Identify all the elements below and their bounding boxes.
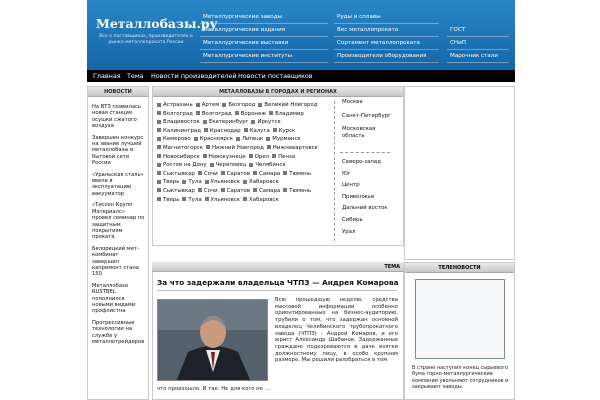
news-panel: [87, 86, 149, 400]
header-link[interactable]: Сортамент металлопроката: [334, 37, 439, 50]
district-link[interactable]: Центр: [342, 182, 360, 189]
region-city-link[interactable]: Мурманск: [272, 136, 301, 143]
bullet-icon: [157, 128, 161, 132]
bullet-icon: [269, 111, 273, 115]
header-links-reference: [334, 11, 439, 63]
article-divider: [157, 290, 397, 291]
region-link[interactable]: Московская область: [342, 126, 376, 139]
bullet-icon: [157, 111, 161, 115]
header-links-metallurgy: [200, 11, 328, 63]
region-row: [157, 135, 332, 144]
bullet-icon: [221, 188, 225, 192]
region-city-link[interactable]: Сочи: [203, 187, 218, 194]
bullet-icon: [253, 188, 257, 192]
region-city-link[interactable]: Воронеж: [240, 110, 267, 117]
bullet-icon: [273, 128, 277, 132]
header-link[interactable]: Металлургические издания: [200, 24, 328, 37]
district-link[interactable]: Дальний восток: [342, 205, 388, 212]
bullet-icon: [157, 188, 161, 192]
region-city-link[interactable]: Орел: [254, 153, 270, 160]
region-row: [157, 118, 332, 127]
region-row: [157, 144, 332, 153]
region-city-link[interactable]: Сочи: [203, 170, 218, 177]
region-city-link[interactable]: Тюмень: [289, 170, 312, 177]
bullet-icon: [205, 180, 209, 184]
header-link[interactable]: СНиП: [447, 37, 509, 50]
news-item[interactable]: «Тиссен Крупп Материалс» провел семинар по защитным покрытиям проката: [92, 202, 145, 241]
article-photo: [157, 299, 268, 381]
bullet-icon: [157, 171, 161, 175]
nav-topic[interactable]: Тема: [127, 72, 144, 80]
region-row: [157, 187, 332, 196]
region-link[interactable]: Санкт-Петербург: [342, 113, 391, 119]
bullet-icon: [157, 137, 161, 141]
header-link[interactable]: Металлургические выставки: [200, 37, 328, 50]
region-city-link[interactable]: Тверь: [163, 179, 180, 186]
region-link[interactable]: Москва: [342, 99, 363, 105]
news-item[interactable]: Прогрессивные технологии на службе у металлотрейдеров: [92, 319, 145, 345]
bullet-icon: [283, 188, 287, 192]
region-row: [157, 101, 332, 110]
bullet-icon: [244, 128, 248, 132]
region-city-link[interactable]: Тюмень: [289, 187, 312, 194]
portrait-image: [158, 300, 268, 381]
region-city-link[interactable]: Самара: [259, 187, 281, 194]
bullet-icon: [157, 145, 161, 149]
bullet-icon: [236, 137, 240, 141]
region-separator: [340, 152, 390, 153]
region-city-link[interactable]: Красноярск: [199, 136, 233, 143]
region-city-link[interactable]: Волгоград: [163, 110, 193, 117]
district-link[interactable]: Сибирь: [342, 216, 363, 223]
region-city-link[interactable]: Кемерово: [163, 136, 191, 143]
header-link[interactable]: Металлургические институты: [200, 50, 328, 63]
region-city-link[interactable]: Калининград: [163, 127, 201, 134]
region-row: [157, 178, 332, 187]
region-row: [157, 196, 332, 205]
bullet-icon: [221, 171, 225, 175]
region-city-grid: [157, 101, 332, 204]
news-item[interactable]: Металлобаза RUSTBEL пополнился новыми видами профлистна: [92, 282, 136, 315]
site-slogan: Все о поставщиках, производителях и рынке металлопроката России: [99, 34, 193, 45]
bullet-icon: [243, 197, 247, 201]
region-city-link[interactable]: Саратов: [226, 170, 251, 177]
bullet-icon: [157, 154, 161, 158]
article-section-label: ТЕМА: [384, 264, 400, 270]
district-link[interactable]: Урал: [342, 228, 356, 235]
region-city-link[interactable]: Великий Новгород: [264, 102, 318, 108]
bullet-icon: [157, 197, 161, 201]
region-city-link[interactable]: Липецк: [241, 136, 264, 143]
district-link[interactable]: Северо-запад: [342, 159, 381, 165]
region-city-link[interactable]: Челябинск: [255, 162, 286, 169]
bullet-icon: [196, 103, 200, 107]
bullet-icon: [203, 154, 207, 158]
region-city-link[interactable]: Пенза: [278, 153, 296, 160]
header-link[interactable]: ГОСТ: [447, 24, 509, 37]
main-nav: [87, 70, 515, 82]
region-city-link[interactable]: Владимир: [275, 110, 304, 117]
header-link[interactable]: Марочник стали: [447, 50, 509, 63]
bullet-icon: [266, 137, 270, 141]
region-city-link[interactable]: Сыктывкар: [163, 170, 195, 177]
bullet-icon: [283, 171, 287, 175]
article-body: Всю прошедшую неделю, средства массовой информации особенно ориентированные на бизнес-аудиторию, трубили о том, что задержан основной владелец Челябинского трубопрокатного завода (ЧТПЗ) - Андрей Комаров, и его юрист Александр Шабанов. Задержанные граждане подозреваются в даче взятки должностному лицу, в особо крупном размере. Мы решили разобраться в том: [275, 297, 398, 364]
site-header: [87, 0, 515, 70]
bullet-icon: [198, 188, 202, 192]
region-city-link[interactable]: Хабаровск: [249, 196, 279, 203]
bullet-icon: [182, 197, 186, 201]
bullet-icon: [157, 103, 161, 107]
region-row: [157, 161, 332, 170]
sidebar-banner: [404, 86, 515, 260]
news-item[interactable]: Завершен конкурс на звание лучшей металлобазы и бытовой сети России: [92, 134, 144, 167]
region-row: [157, 127, 332, 136]
bullet-icon: [204, 128, 208, 132]
regions-heading: МЕТАЛЛОБАЗЫ В ГОРОДАХ И РЕГИОНАХ: [153, 87, 403, 97]
region-city-link[interactable]: Екатеринбург: [208, 119, 249, 126]
tv-news-panel: [404, 262, 515, 400]
region-city-link[interactable]: Ульяновск: [210, 179, 240, 186]
header-link[interactable]: Металлургические заводы: [200, 11, 328, 24]
bullet-icon: [272, 154, 276, 158]
bullet-icon: [157, 120, 161, 124]
region-row: [157, 110, 332, 119]
region-city-link[interactable]: Нижний Новгород: [212, 144, 264, 151]
bullet-icon: [243, 180, 247, 184]
region-city-link[interactable]: Владивосток: [163, 119, 200, 126]
bullet-icon: [235, 111, 239, 115]
header-link[interactable]: Вес металлопроката: [334, 24, 439, 37]
region-city-link[interactable]: Тула: [188, 196, 202, 203]
region-major-cities: [342, 97, 402, 140]
news-item[interactable]: Белорецкий мет-комбинат завершил капремонт стана 150: [92, 245, 139, 278]
region-city-link[interactable]: Хабаровск: [249, 179, 279, 186]
bullet-icon: [157, 180, 161, 184]
region-city-link[interactable]: Самара: [259, 170, 281, 177]
nav-producer-news[interactable]: Новости производителей: [151, 72, 237, 80]
region-city-link[interactable]: Иркутск: [257, 119, 281, 126]
region-city-link[interactable]: Новокузнецк: [208, 153, 246, 160]
region-city-link[interactable]: Калуга: [249, 127, 270, 134]
district-link[interactable]: Приволжье: [342, 193, 375, 200]
region-city-link[interactable]: Саратов: [226, 187, 251, 194]
region-city-link[interactable]: Тула: [188, 179, 202, 186]
news-heading: НОВОСТИ: [88, 87, 148, 97]
header-links-standards: [447, 24, 509, 63]
news-item[interactable]: На ВТЗ появилась новая станция осушки сжатого воздуха: [92, 104, 141, 130]
region-city-link[interactable]: Ростов на Дону: [163, 162, 207, 169]
site-logo[interactable]: Металлобазы.ру: [96, 16, 218, 31]
page: [87, 0, 515, 400]
bullet-icon: [258, 103, 262, 107]
bullet-icon: [249, 154, 253, 158]
region-city-link[interactable]: Тверь: [163, 196, 180, 203]
bullet-icon: [222, 103, 226, 107]
region-city-link[interactable]: Череповец: [215, 162, 247, 169]
news-list: [88, 97, 148, 350]
region-city-link[interactable]: Краснодар: [209, 127, 241, 134]
bullet-icon: [182, 180, 186, 184]
bullet-icon: [198, 171, 202, 175]
region-city-link[interactable]: Новосибирск: [163, 153, 200, 160]
bullet-icon: [210, 163, 214, 167]
bullet-icon: [253, 171, 257, 175]
bullet-icon: [196, 111, 200, 115]
nav-supplier-news[interactable]: Новости поставщиков: [238, 72, 313, 80]
news-item[interactable]: «Уральская сталь» ввела в эксплуатацию вакууматор: [92, 171, 144, 197]
region-divider: [334, 101, 335, 241]
article-tail: что произошло. И так: Не для кого не ...: [157, 386, 270, 392]
bullet-icon: [194, 137, 198, 141]
bullet-icon: [203, 120, 207, 124]
nav-home[interactable]: Главная: [93, 72, 121, 80]
region-districts: [342, 157, 402, 238]
bullet-icon: [206, 145, 210, 149]
bullet-icon: [157, 163, 161, 167]
region-city-link[interactable]: Ульяновск: [210, 196, 240, 203]
header-link[interactable]: Руды и сплавы: [334, 11, 439, 24]
region-row: [157, 170, 332, 179]
article-section-bar: [152, 262, 404, 272]
bullet-icon: [249, 163, 253, 167]
tv-news-heading: ТЕЛЕНОВОСТИ: [405, 263, 514, 273]
region-row: [157, 153, 332, 162]
region-city-link[interactable]: Магнитогорск: [163, 144, 204, 151]
region-city-link[interactable]: Артем: [201, 102, 220, 108]
video-player[interactable]: [415, 279, 505, 359]
region-city-link[interactable]: Волгоград: [201, 110, 232, 117]
bullet-icon: [267, 145, 271, 149]
district-link[interactable]: Юг: [342, 170, 351, 177]
region-city-link[interactable]: Курск: [278, 127, 296, 134]
tv-news-text[interactable]: В стране наступил конец сырьевого бума горно-металлургические компании увольняют сотрудников и закрывают заводы.: [412, 365, 509, 390]
header-link[interactable]: Производители оборудования: [334, 50, 439, 63]
region-city-link[interactable]: Белгород: [228, 102, 256, 108]
region-city-link[interactable]: Нижневартовск: [272, 144, 318, 151]
region-city-link[interactable]: Астрахань: [163, 102, 193, 108]
article-title[interactable]: За что задержали владельца ЧТПЗ — Андрея Комарова: [157, 278, 399, 287]
bullet-icon: [205, 197, 209, 201]
region-city-link[interactable]: Сыктывкар: [163, 187, 195, 194]
bullet-icon: [251, 120, 255, 124]
